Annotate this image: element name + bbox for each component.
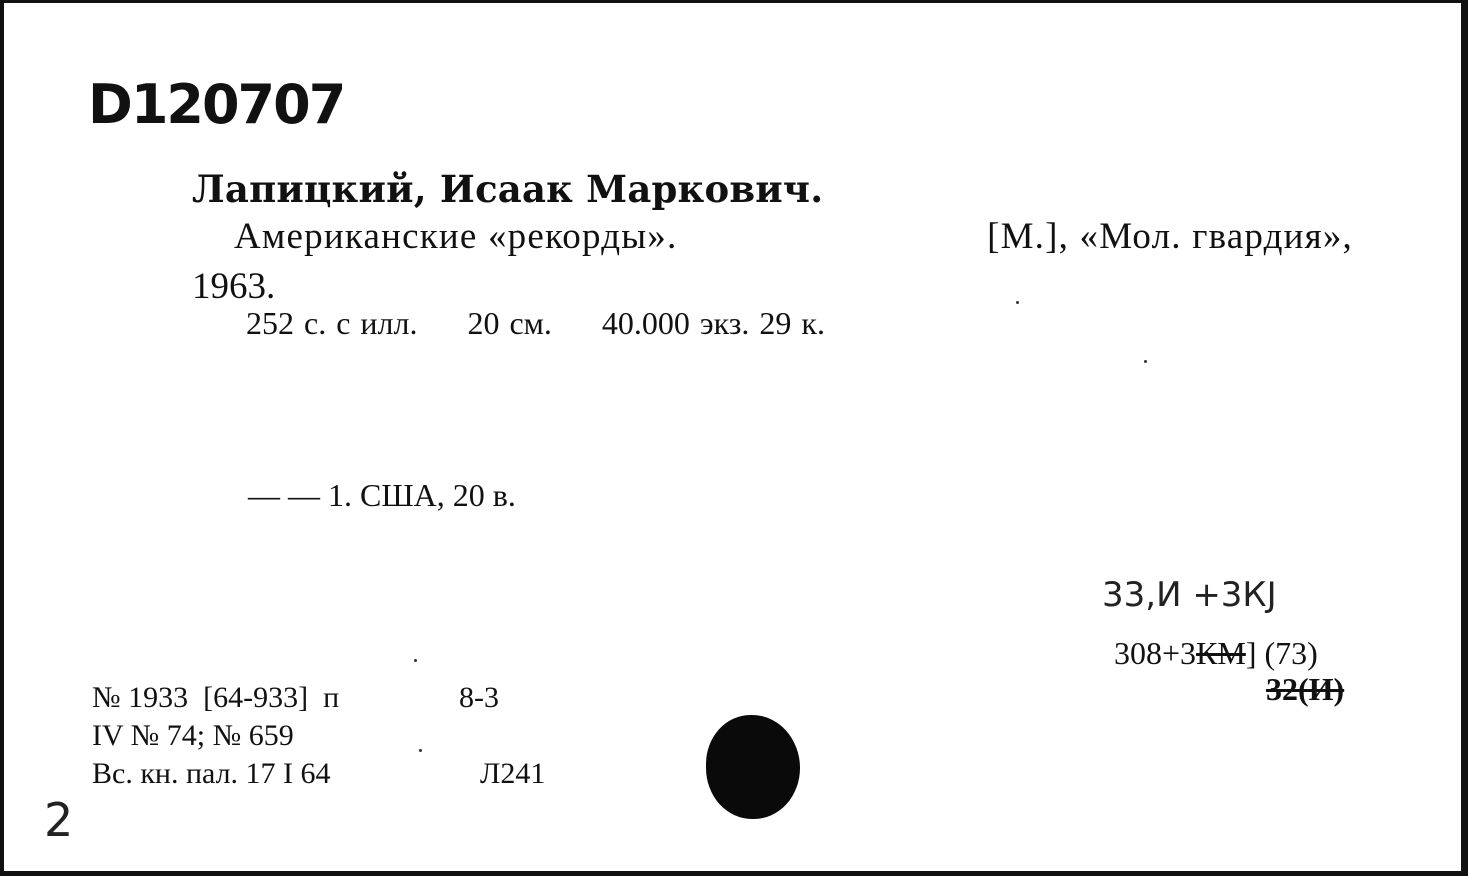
- classification-prefix-2: 32: [1266, 671, 1298, 707]
- register-line-1: № 1933 [64-933] п: [92, 681, 340, 714]
- corner-mark: 2: [44, 793, 74, 847]
- author-heading: Лапицкий, Исаак Маркович.: [192, 167, 824, 211]
- publication-year: 1963.: [192, 266, 276, 307]
- inventory-number: D120707: [88, 73, 345, 136]
- book-title: Американские «рекорды».: [234, 216, 678, 257]
- punch-hole: [706, 715, 800, 819]
- register-line-3: Вс. кн. пал. 17 I 64: [92, 757, 331, 790]
- register-code-3: Л241: [480, 757, 546, 790]
- speck: [1016, 301, 1019, 304]
- speck: [419, 749, 422, 752]
- classification-struck: КМ: [1196, 635, 1246, 671]
- classification-suffix: ] (73): [1245, 635, 1318, 671]
- register-line-2: IV № 74; № 659: [92, 719, 294, 752]
- handwritten-code: 33,И +3КJ: [1102, 575, 1277, 615]
- classification-struck-2: (И): [1298, 671, 1345, 707]
- classification-prefix: 308+3: [1114, 635, 1197, 671]
- classification-line-1: [1114, 635, 1318, 672]
- speck: [1144, 360, 1147, 363]
- publisher: [М.], «Мол. гвардия»,: [987, 216, 1353, 257]
- register-code-1: 8-3: [459, 681, 499, 714]
- collation: 252 с. с илл. 20 см. 40.000 экз. 29 к.: [246, 305, 825, 341]
- speck: [414, 659, 417, 662]
- classification-line-2: [1266, 671, 1344, 708]
- subject-heading: — — 1. США, 20 в.: [248, 477, 516, 513]
